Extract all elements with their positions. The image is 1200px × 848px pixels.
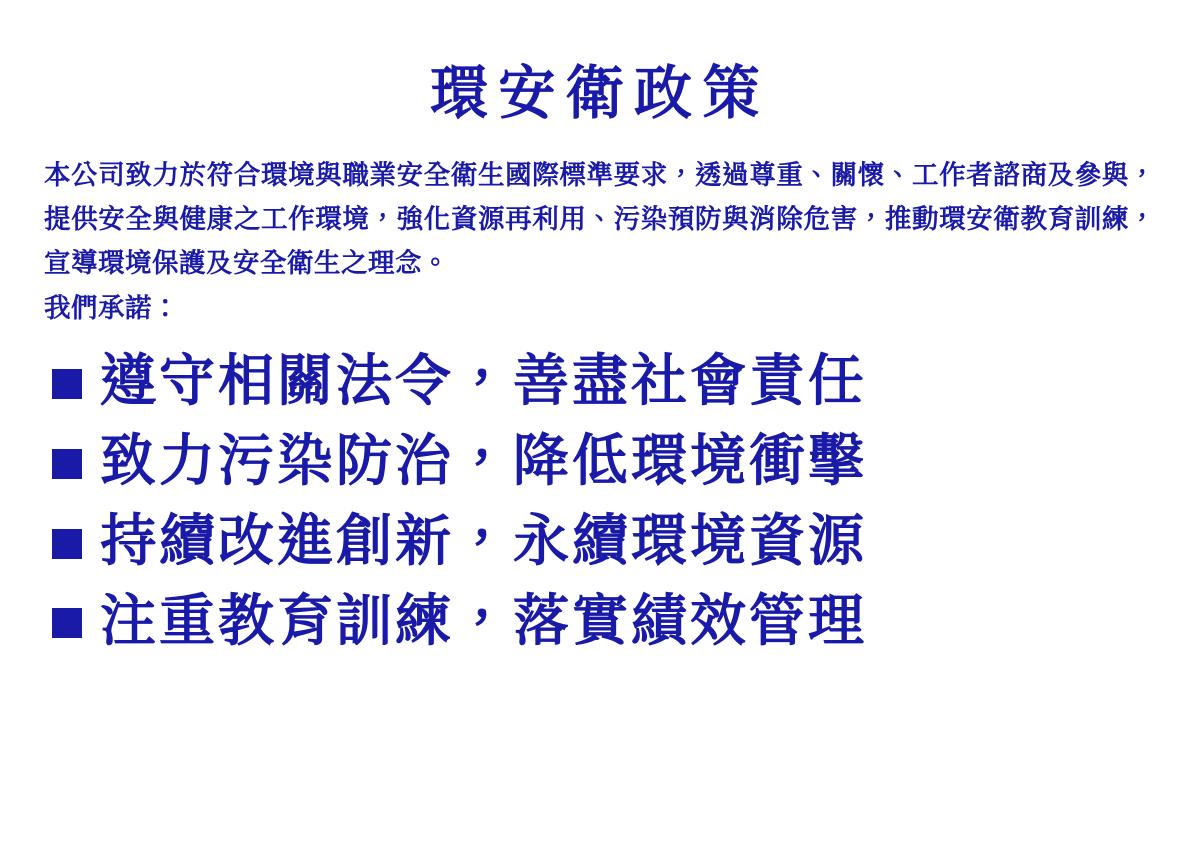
page-title: 環安衛政策 [429, 59, 770, 127]
policy-body [44, 154, 1156, 331]
filled-square-bullet-icon [52, 608, 82, 638]
pledge-text: 致力污染防治，降低環境衝擊 [100, 427, 867, 494]
filled-square-bullet-icon [52, 449, 82, 479]
list-item [44, 505, 1156, 579]
pledge-list [44, 345, 1156, 659]
filled-square-bullet-icon [52, 529, 82, 559]
filled-square-bullet-icon [52, 369, 82, 399]
list-item [44, 345, 1156, 419]
pledge-text: 注重教育訓練，落實績效管理 [100, 587, 867, 654]
pledge-text: 持續改進創新，永續環境資源 [100, 507, 867, 574]
list-item [44, 425, 1156, 499]
commitment-lead-text: 我們承諾： [44, 292, 179, 324]
intro-paragraph: 本公司致力於符合環境與職業安全衛生國際標準要求，透過尊重、關懷、工作者諮商及參與，提供安全與健康之工作環境，強化資源再利用、污染預防與消除危害，推動環安衛教育訓練，宣導環境保護及安全衛生之理念。 [44, 159, 1156, 280]
pledge-text: 遵守相關法令，善盡社會責任 [100, 347, 867, 414]
list-item [44, 585, 1156, 659]
